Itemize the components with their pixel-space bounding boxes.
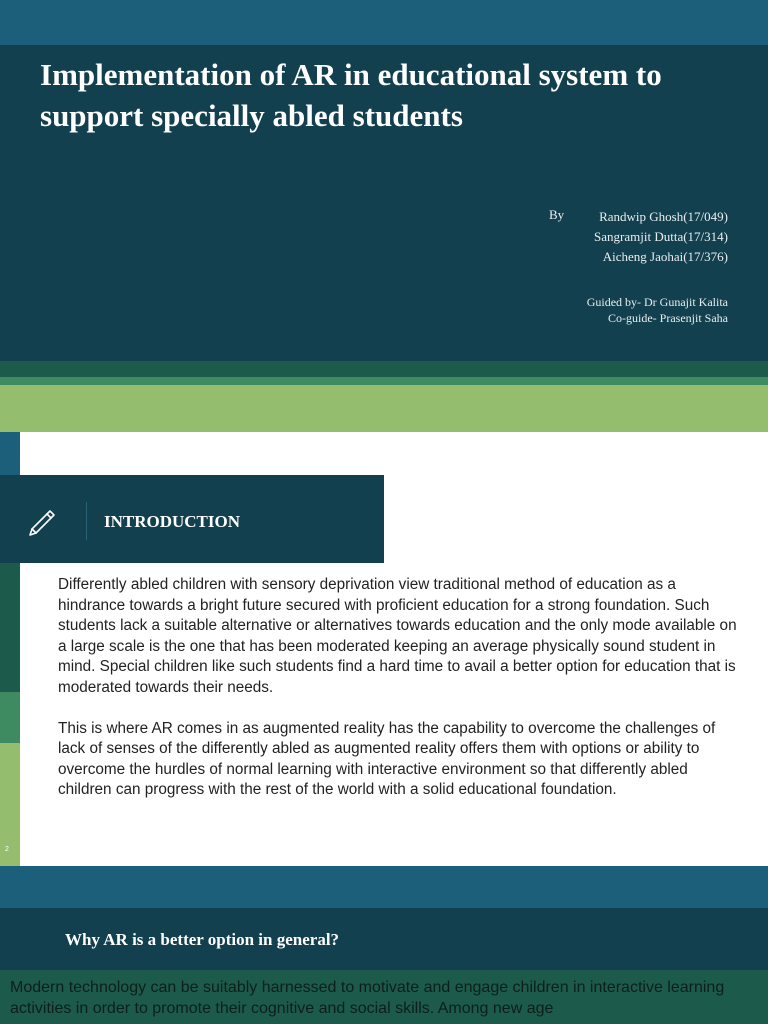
decorative-stripe — [0, 361, 768, 377]
section-heading: Why AR is a better option in general? — [65, 930, 340, 949]
side-bar-segment — [0, 692, 20, 743]
decorative-stripe — [0, 377, 768, 385]
paragraph: Differently abled children with sensory deprivation view traditional method of education as a hindrance towards a bright future secured with proficient education for a strong foundation. Such students lack a suitable alternative or alternatives towards education and the only mode available on a large scale is the one that has been moderated keeping an average physically sound student in mind. Special children like such students find a hard time to avail a better option for education that is moderated towards their needs. — [58, 576, 737, 696]
author-name: Randwip Ghosh(17/049) — [599, 209, 728, 224]
section-heading: INTRODUCTION — [104, 512, 241, 531]
guide-name: Guided by- Dr Gunajit Kalita — [586, 295, 728, 309]
title-slide-top-band — [0, 0, 768, 45]
page-number: 2 — [5, 846, 9, 853]
coguide-name: Co-guide- Prasenjit Saha — [608, 311, 728, 325]
paragraph: This is where AR comes in as augmented reality has the capability to overcome the challenges of lack of senses of the differently abled as augmented reality offers them with options or ability to overcome the hurdles of normal learning with interactive environment so that differently abled children can progress with the rest of the world with a solid educational foundation. — [58, 719, 716, 798]
next-slide-top-band — [0, 866, 768, 908]
slide-title: Implementation of AR in educational system to support specially abled students — [40, 57, 662, 133]
decorative-stripe — [0, 385, 768, 432]
author-list — [594, 207, 728, 267]
header-divider — [86, 502, 87, 540]
pencil-icon — [26, 503, 62, 539]
introduction-text — [58, 575, 742, 821]
author-name: Sangramjit Dutta(17/314) — [594, 229, 728, 244]
side-bar-segment — [0, 743, 20, 866]
by-label: By — [549, 207, 565, 222]
body-text: Modern technology can be suitably harnessed to motivate and engage children in interactive learning activities in order to promote their cognitive and social skills. Among new age — [10, 979, 725, 1017]
guide-info — [587, 294, 728, 326]
side-bar-segment — [0, 563, 20, 692]
side-bar-segment — [0, 432, 20, 475]
author-name: Aicheng Jaohai(17/376) — [602, 249, 728, 264]
